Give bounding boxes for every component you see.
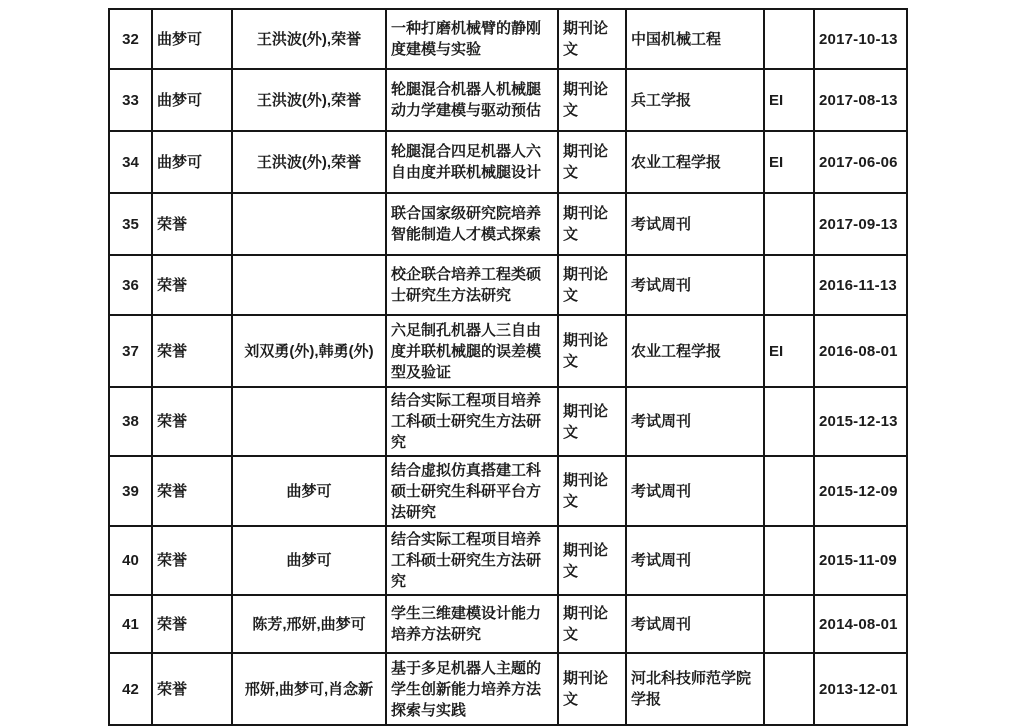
row-number-cell: 32 <box>109 9 152 69</box>
first-author-cell: 荣誉 <box>152 193 232 255</box>
first-author-cell: 曲梦可 <box>152 69 232 131</box>
pub-type-cell: 期刊论文 <box>558 9 626 69</box>
journal-cell: 农业工程学报 <box>626 315 764 387</box>
ei-index-cell: EI <box>764 69 814 131</box>
ei-index-cell <box>764 456 814 526</box>
publications-table <box>108 8 908 726</box>
table-row <box>109 315 907 387</box>
title-cell: 轮腿混合机器人机械腿动力学建模与驱动预估 <box>386 69 558 131</box>
title-cell: 校企联合培养工程类硕士研究生方法研究 <box>386 255 558 315</box>
pub-type-cell: 期刊论文 <box>558 315 626 387</box>
date-cell: 2013-12-01 <box>814 653 907 725</box>
first-author-cell: 荣誉 <box>152 653 232 725</box>
table-row <box>109 595 907 653</box>
title-cell: 联合国家级研究院培养智能制造人才模式探索 <box>386 193 558 255</box>
journal-cell: 考试周刊 <box>626 526 764 595</box>
co-authors-cell: 王洪波(外),荣誉 <box>232 131 386 193</box>
table-row <box>109 255 907 315</box>
table-row <box>109 653 907 725</box>
publications-table-body <box>109 9 907 725</box>
first-author-cell: 荣誉 <box>152 315 232 387</box>
co-authors-cell: 王洪波(外),荣誉 <box>232 69 386 131</box>
pub-type-cell: 期刊论文 <box>558 69 626 131</box>
journal-cell: 农业工程学报 <box>626 131 764 193</box>
first-author-cell: 荣誉 <box>152 456 232 526</box>
date-cell: 2016-11-13 <box>814 255 907 315</box>
title-cell: 学生三维建模设计能力培养方法研究 <box>386 595 558 653</box>
row-number-cell: 40 <box>109 526 152 595</box>
co-authors-cell <box>232 387 386 456</box>
ei-index-cell <box>764 193 814 255</box>
title-cell: 一种打磨机械臂的静刚度建模与实验 <box>386 9 558 69</box>
title-cell: 结合实际工程项目培养工科硕士研究生方法研究 <box>386 526 558 595</box>
first-author-cell: 曲梦可 <box>152 131 232 193</box>
table-row <box>109 526 907 595</box>
co-authors-cell: 曲梦可 <box>232 456 386 526</box>
row-number-cell: 34 <box>109 131 152 193</box>
co-authors-cell: 陈芳,邢妍,曲梦可 <box>232 595 386 653</box>
pub-type-cell: 期刊论文 <box>558 131 626 193</box>
first-author-cell: 荣誉 <box>152 526 232 595</box>
title-cell: 结合虚拟仿真搭建工科硕士研究生科研平台方法研究 <box>386 456 558 526</box>
row-number-cell: 38 <box>109 387 152 456</box>
journal-cell: 考试周刊 <box>626 387 764 456</box>
table-row <box>109 193 907 255</box>
date-cell: 2015-11-09 <box>814 526 907 595</box>
date-cell: 2017-09-13 <box>814 193 907 255</box>
pub-type-cell: 期刊论文 <box>558 456 626 526</box>
pub-type-cell: 期刊论文 <box>558 653 626 725</box>
journal-cell: 河北科技师范学院学报 <box>626 653 764 725</box>
journal-cell: 考试周刊 <box>626 193 764 255</box>
date-cell: 2015-12-13 <box>814 387 907 456</box>
journal-cell: 考试周刊 <box>626 595 764 653</box>
table-row <box>109 387 907 456</box>
table-row <box>109 456 907 526</box>
title-cell: 轮腿混合四足机器人六自由度并联机械腿设计 <box>386 131 558 193</box>
co-authors-cell: 王洪波(外),荣誉 <box>232 9 386 69</box>
pub-type-cell: 期刊论文 <box>558 193 626 255</box>
first-author-cell: 荣誉 <box>152 595 232 653</box>
ei-index-cell: EI <box>764 315 814 387</box>
date-cell: 2015-12-09 <box>814 456 907 526</box>
ei-index-cell <box>764 255 814 315</box>
pub-type-cell: 期刊论文 <box>558 255 626 315</box>
co-authors-cell <box>232 255 386 315</box>
date-cell: 2017-10-13 <box>814 9 907 69</box>
title-cell: 结合实际工程项目培养工科硕士研究生方法研究 <box>386 387 558 456</box>
date-cell: 2014-08-01 <box>814 595 907 653</box>
ei-index-cell <box>764 526 814 595</box>
journal-cell: 考试周刊 <box>626 255 764 315</box>
co-authors-cell: 刘双勇(外),韩勇(外) <box>232 315 386 387</box>
table-row <box>109 69 907 131</box>
date-cell: 2016-08-01 <box>814 315 907 387</box>
row-number-cell: 39 <box>109 456 152 526</box>
pub-type-cell: 期刊论文 <box>558 387 626 456</box>
co-authors-cell: 邢妍,曲梦可,肖念新 <box>232 653 386 725</box>
title-cell: 基于多足机器人主题的学生创新能力培养方法探索与实践 <box>386 653 558 725</box>
ei-index-cell <box>764 653 814 725</box>
journal-cell: 中国机械工程 <box>626 9 764 69</box>
date-cell: 2017-08-13 <box>814 69 907 131</box>
ei-index-cell <box>764 595 814 653</box>
ei-index-cell <box>764 9 814 69</box>
pub-type-cell: 期刊论文 <box>558 595 626 653</box>
pub-type-cell: 期刊论文 <box>558 526 626 595</box>
row-number-cell: 37 <box>109 315 152 387</box>
row-number-cell: 36 <box>109 255 152 315</box>
date-cell: 2017-06-06 <box>814 131 907 193</box>
journal-cell: 考试周刊 <box>626 456 764 526</box>
co-authors-cell: 曲梦可 <box>232 526 386 595</box>
row-number-cell: 42 <box>109 653 152 725</box>
first-author-cell: 荣誉 <box>152 387 232 456</box>
table-row <box>109 131 907 193</box>
table-row <box>109 9 907 69</box>
row-number-cell: 41 <box>109 595 152 653</box>
first-author-cell: 曲梦可 <box>152 9 232 69</box>
journal-cell: 兵工学报 <box>626 69 764 131</box>
ei-index-cell: EI <box>764 131 814 193</box>
co-authors-cell <box>232 193 386 255</box>
row-number-cell: 33 <box>109 69 152 131</box>
row-number-cell: 35 <box>109 193 152 255</box>
title-cell: 六足制孔机器人三自由度并联机械腿的误差模型及验证 <box>386 315 558 387</box>
ei-index-cell <box>764 387 814 456</box>
first-author-cell: 荣誉 <box>152 255 232 315</box>
